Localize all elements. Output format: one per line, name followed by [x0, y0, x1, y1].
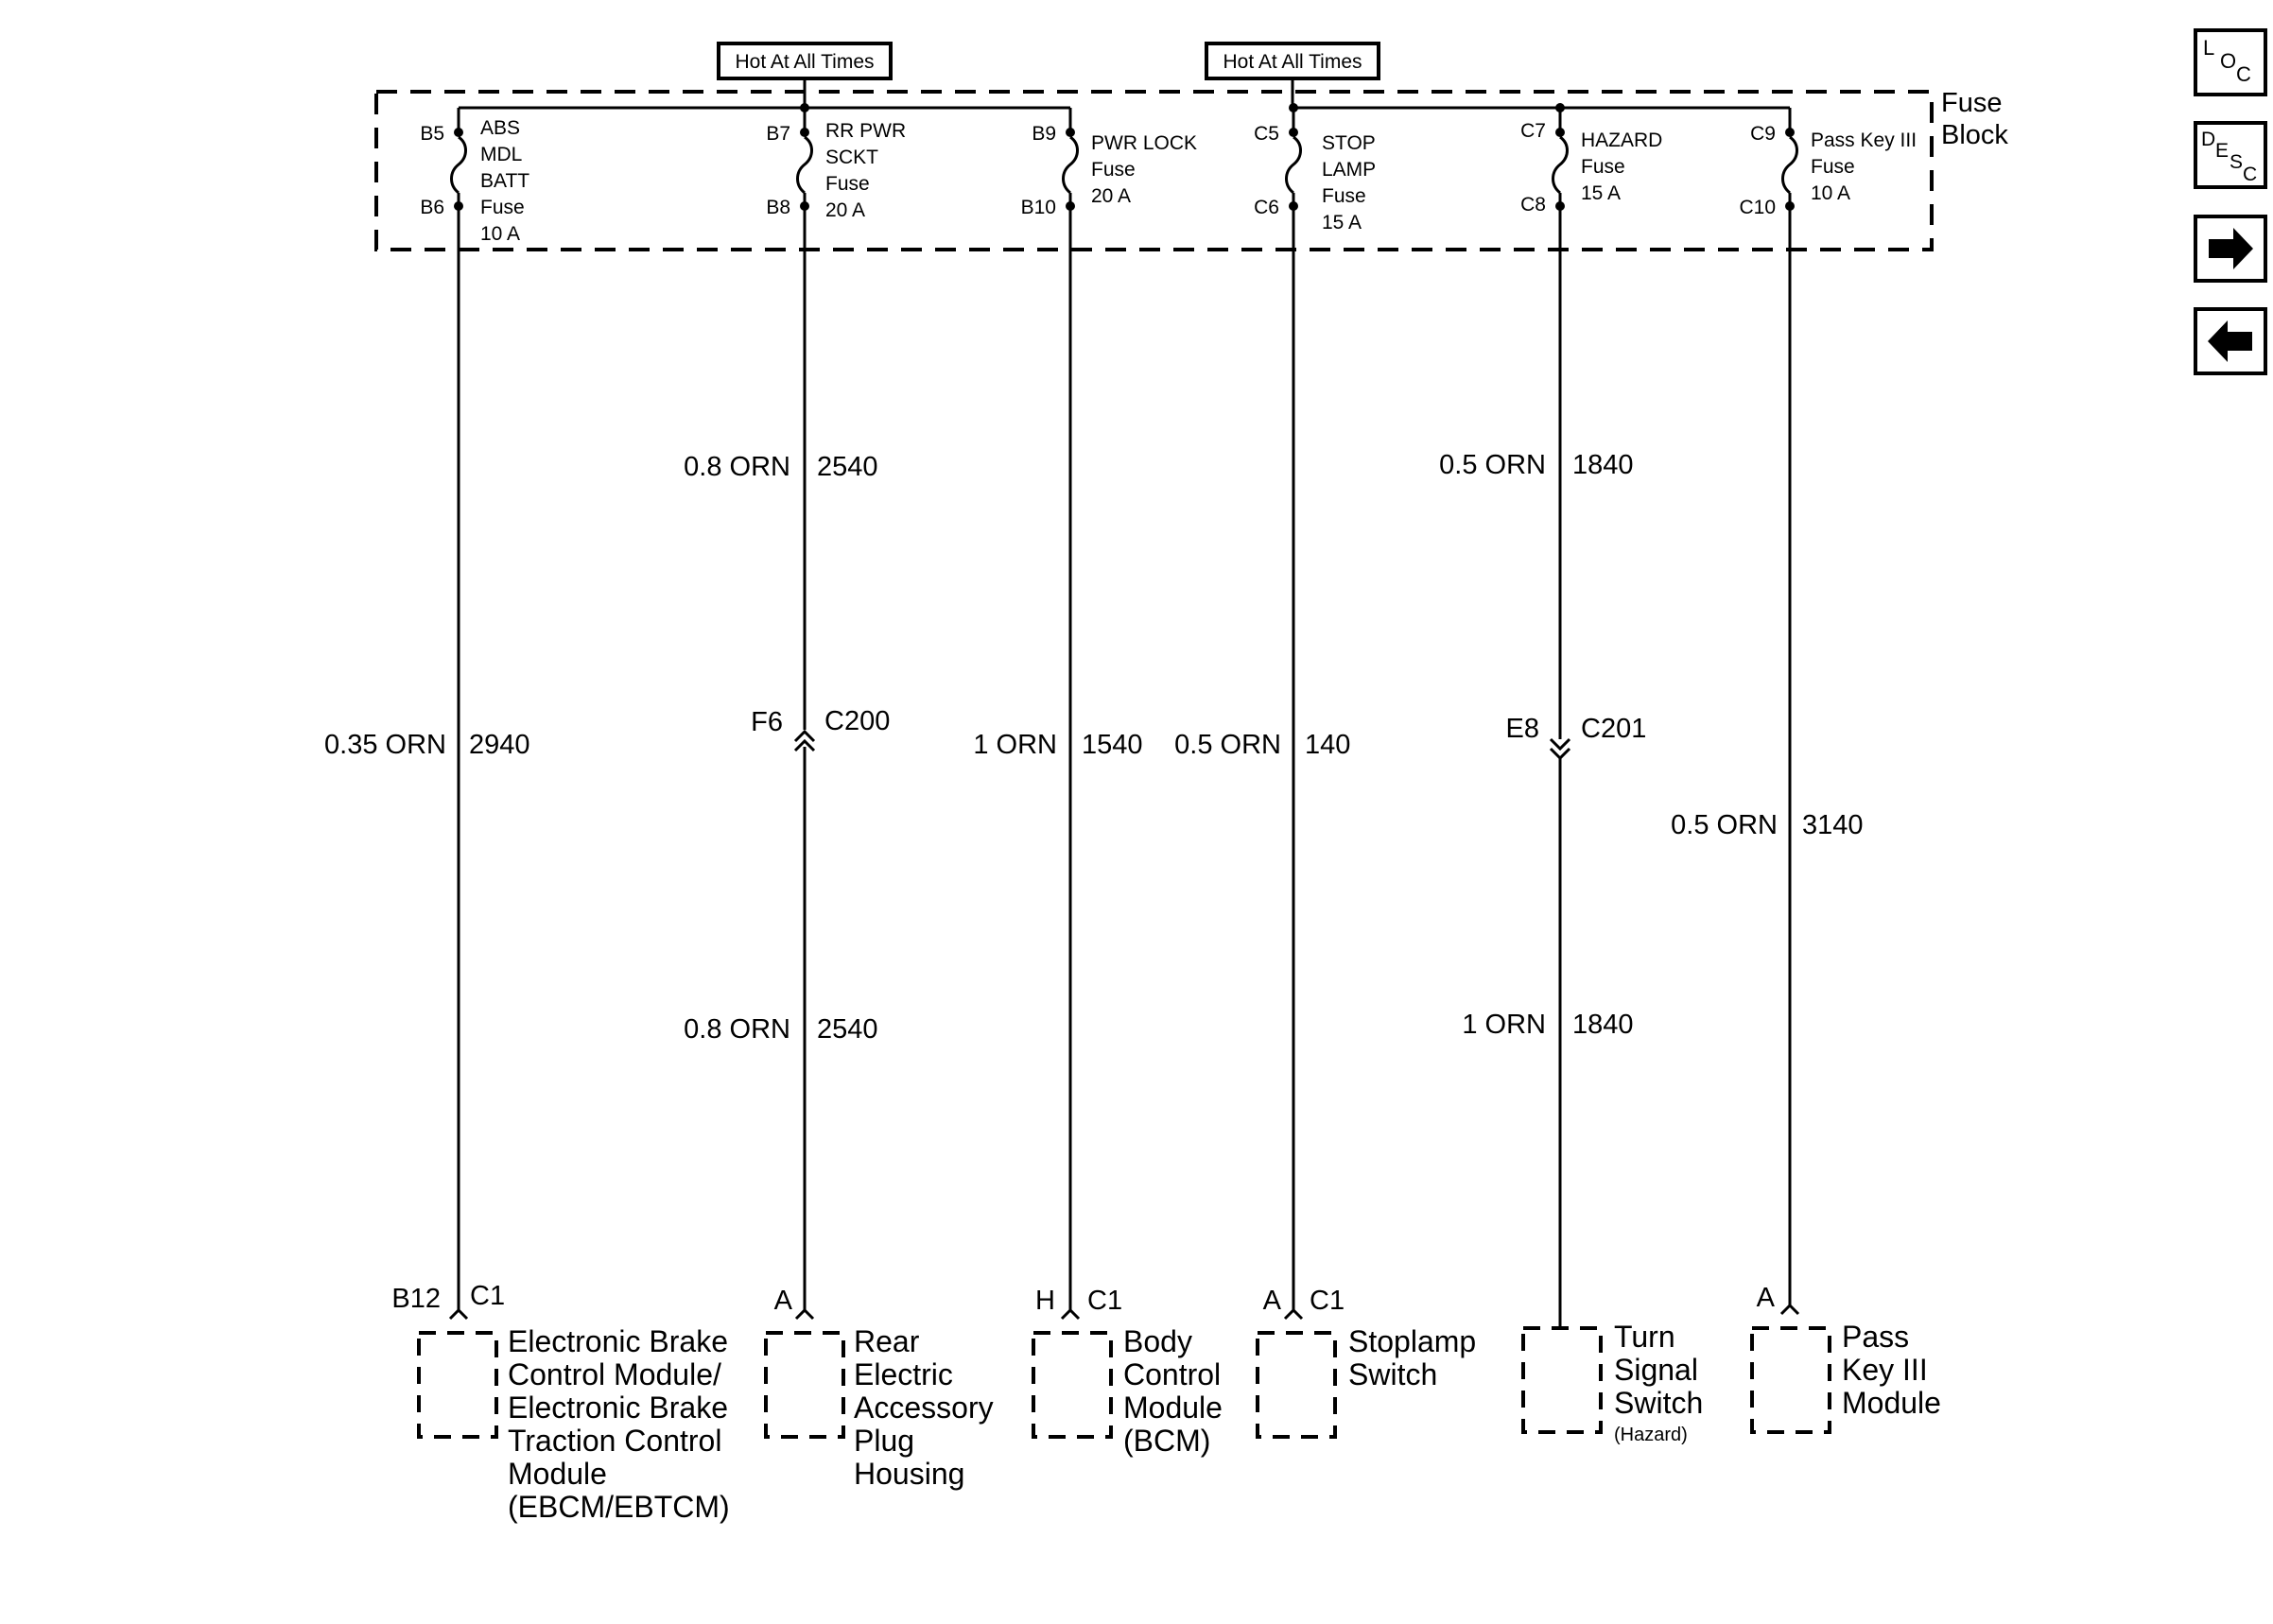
pin-arrow: [1285, 1310, 1302, 1319]
wire-label: [1462, 1010, 1633, 1040]
svg-text:C5: C5: [1254, 123, 1279, 145]
svg-text:2540: 2540: [817, 452, 878, 482]
pin-arrow: [1781, 1305, 1798, 1314]
svg-text:20 A: 20 A: [1091, 185, 1132, 207]
svg-text:1 ORN: 1 ORN: [973, 730, 1057, 760]
svg-text:Electric: Electric: [854, 1357, 953, 1391]
svg-text:Fuse: Fuse: [1322, 185, 1366, 207]
svg-text:E8: E8: [1505, 714, 1539, 744]
component-pass-key-module: [1752, 1320, 1941, 1432]
svg-text:Stoplamp: Stoplamp: [1348, 1324, 1477, 1358]
pin-label: A: [1262, 1286, 1281, 1316]
svg-text:C201: C201: [1581, 714, 1647, 744]
svg-text:BATT: BATT: [480, 170, 530, 192]
svg-text:1840: 1840: [1572, 1010, 1634, 1040]
component-bcm: [1033, 1324, 1223, 1458]
svg-text:0.8 ORN: 0.8 ORN: [684, 452, 790, 482]
svg-text:1840: 1840: [1572, 450, 1634, 480]
svg-text:C10: C10: [1739, 197, 1776, 218]
svg-text:Fuse: Fuse: [1091, 159, 1136, 181]
svg-text:Key III: Key III: [1842, 1353, 1928, 1387]
svg-text:O: O: [2220, 49, 2237, 73]
connector-label: C1: [1087, 1286, 1123, 1316]
svg-text:Pass Key III: Pass Key III: [1811, 130, 1917, 151]
svg-text:10 A: 10 A: [480, 223, 521, 245]
fuse: [1254, 103, 1376, 233]
connector-label: C1: [1310, 1286, 1345, 1316]
svg-text:1540: 1540: [1082, 730, 1143, 760]
svg-text:(EBCM/EBTCM): (EBCM/EBTCM): [508, 1490, 730, 1524]
svg-text:Accessory: Accessory: [854, 1391, 994, 1425]
svg-text:Module: Module: [508, 1457, 607, 1491]
fuse: [1739, 123, 1917, 218]
component-turn-signal-switch: [1523, 1320, 1703, 1445]
svg-text:0.35 ORN: 0.35 ORN: [324, 730, 446, 760]
svg-text:SCKT: SCKT: [825, 147, 879, 168]
svg-text:Module: Module: [1123, 1391, 1223, 1425]
svg-text:(Hazard): (Hazard): [1614, 1425, 1688, 1445]
svg-text:20 A: 20 A: [825, 199, 866, 221]
svg-text:D: D: [2201, 129, 2216, 150]
svg-text:Plug: Plug: [854, 1424, 915, 1458]
svg-text:Module: Module: [1842, 1386, 1941, 1420]
svg-text:B10: B10: [1020, 197, 1056, 218]
pin-arrow: [1062, 1310, 1079, 1319]
wire-label: [1671, 810, 1863, 840]
svg-text:B9: B9: [1032, 123, 1056, 145]
svg-text:Housing: Housing: [854, 1457, 965, 1491]
svg-text:RR PWR: RR PWR: [825, 120, 907, 142]
wire-label: [324, 730, 529, 760]
desc-button[interactable]: [2195, 123, 2265, 187]
svg-text:ABS: ABS: [480, 117, 521, 139]
svg-text:15 A: 15 A: [1581, 182, 1622, 204]
svg-text:LAMP: LAMP: [1322, 159, 1377, 181]
component-stoplamp-switch: [1258, 1324, 1476, 1437]
svg-text:Fuse: Fuse: [1811, 156, 1855, 178]
svg-text:F6: F6: [751, 707, 783, 737]
svg-text:Fuse: Fuse: [825, 173, 870, 195]
wire-label: [684, 1014, 877, 1045]
next-button[interactable]: [2195, 216, 2265, 281]
svg-text:HAZARD: HAZARD: [1581, 130, 1663, 151]
svg-text:Body: Body: [1123, 1324, 1192, 1358]
svg-text:C: C: [2236, 62, 2251, 86]
svg-text:Traction Control: Traction Control: [508, 1424, 722, 1458]
loc-button[interactable]: [2195, 30, 2265, 95]
svg-text:Control Module/: Control Module/: [508, 1357, 721, 1391]
svg-text:15 A: 15 A: [1322, 212, 1362, 233]
fuse-block-outline: [376, 92, 1932, 250]
svg-text:Fuse: Fuse: [480, 197, 525, 218]
connector-label: C1: [470, 1281, 506, 1311]
svg-text:0.5 ORN: 0.5 ORN: [1174, 730, 1281, 760]
wire-label: [973, 730, 1142, 760]
component-ebcm: [419, 1324, 730, 1524]
fuse: [1520, 103, 1662, 216]
svg-text:3140: 3140: [1802, 810, 1864, 840]
pin-arrow: [796, 1310, 813, 1319]
svg-text:1 ORN: 1 ORN: [1462, 1010, 1546, 1040]
fuse-block-label: Fuse: [1941, 88, 2003, 118]
svg-text:B5: B5: [420, 123, 444, 145]
svg-text:C: C: [2243, 164, 2258, 185]
fuse: [766, 103, 906, 221]
svg-text:Control: Control: [1123, 1357, 1222, 1391]
svg-text:E: E: [2215, 140, 2230, 162]
svg-text:B6: B6: [420, 197, 444, 218]
svg-text:Turn: Turn: [1614, 1320, 1675, 1354]
svg-text:2540: 2540: [817, 1014, 878, 1045]
wire-label: [1174, 730, 1350, 760]
svg-text:Electronic Brake: Electronic Brake: [508, 1391, 728, 1425]
hot-label: [1206, 43, 1379, 78]
svg-text:C200: C200: [824, 706, 891, 736]
prev-button[interactable]: [2195, 309, 2265, 373]
svg-text:Switch: Switch: [1348, 1357, 1438, 1391]
svg-text:L: L: [2203, 36, 2215, 60]
svg-text:Hot At All Times: Hot At All Times: [1223, 51, 1362, 73]
svg-text:C9: C9: [1750, 123, 1776, 145]
svg-text:PWR LOCK: PWR LOCK: [1091, 132, 1198, 154]
wire-label: [1439, 450, 1633, 480]
fuse: [420, 117, 529, 245]
svg-text:S: S: [2230, 151, 2244, 173]
svg-text:140: 140: [1305, 730, 1351, 760]
svg-text:Pass: Pass: [1842, 1320, 1910, 1354]
pin-label: H: [1035, 1286, 1055, 1316]
svg-text:0.8 ORN: 0.8 ORN: [684, 1014, 790, 1045]
inline-connector-c200: [751, 706, 890, 751]
component-rear-accessory-plug: [766, 1324, 994, 1491]
svg-text:Fuse: Fuse: [1581, 156, 1625, 178]
svg-text:B7: B7: [766, 123, 790, 145]
svg-text:Rear: Rear: [854, 1324, 920, 1358]
svg-text:Switch: Switch: [1614, 1386, 1704, 1420]
svg-text:0.5 ORN: 0.5 ORN: [1671, 810, 1778, 840]
svg-text:Signal: Signal: [1614, 1353, 1698, 1387]
svg-text:C7: C7: [1520, 120, 1546, 142]
svg-text:Electronic Brake: Electronic Brake: [508, 1324, 728, 1358]
inline-connector-c201: [1506, 714, 1647, 758]
wire-label: [684, 452, 877, 482]
svg-text:10 A: 10 A: [1811, 182, 1851, 204]
svg-text:C8: C8: [1520, 194, 1546, 216]
svg-text:STOP: STOP: [1322, 132, 1376, 154]
pin-label: A: [773, 1286, 792, 1316]
fuse: [1021, 123, 1197, 218]
pin-arrow: [450, 1310, 467, 1319]
svg-text:B8: B8: [766, 197, 790, 218]
svg-text:Hot At All Times: Hot At All Times: [735, 51, 875, 73]
hot-label: [719, 43, 891, 78]
svg-text:(BCM): (BCM): [1123, 1424, 1211, 1458]
svg-text:0.5 ORN: 0.5 ORN: [1439, 450, 1546, 480]
svg-text:C6: C6: [1254, 197, 1279, 218]
svg-text:MDL: MDL: [480, 144, 523, 165]
pin-label: B12: [391, 1284, 441, 1314]
pin-label: A: [1756, 1283, 1775, 1313]
fuse-block-label: Block: [1941, 120, 2008, 150]
svg-text:2940: 2940: [469, 730, 530, 760]
